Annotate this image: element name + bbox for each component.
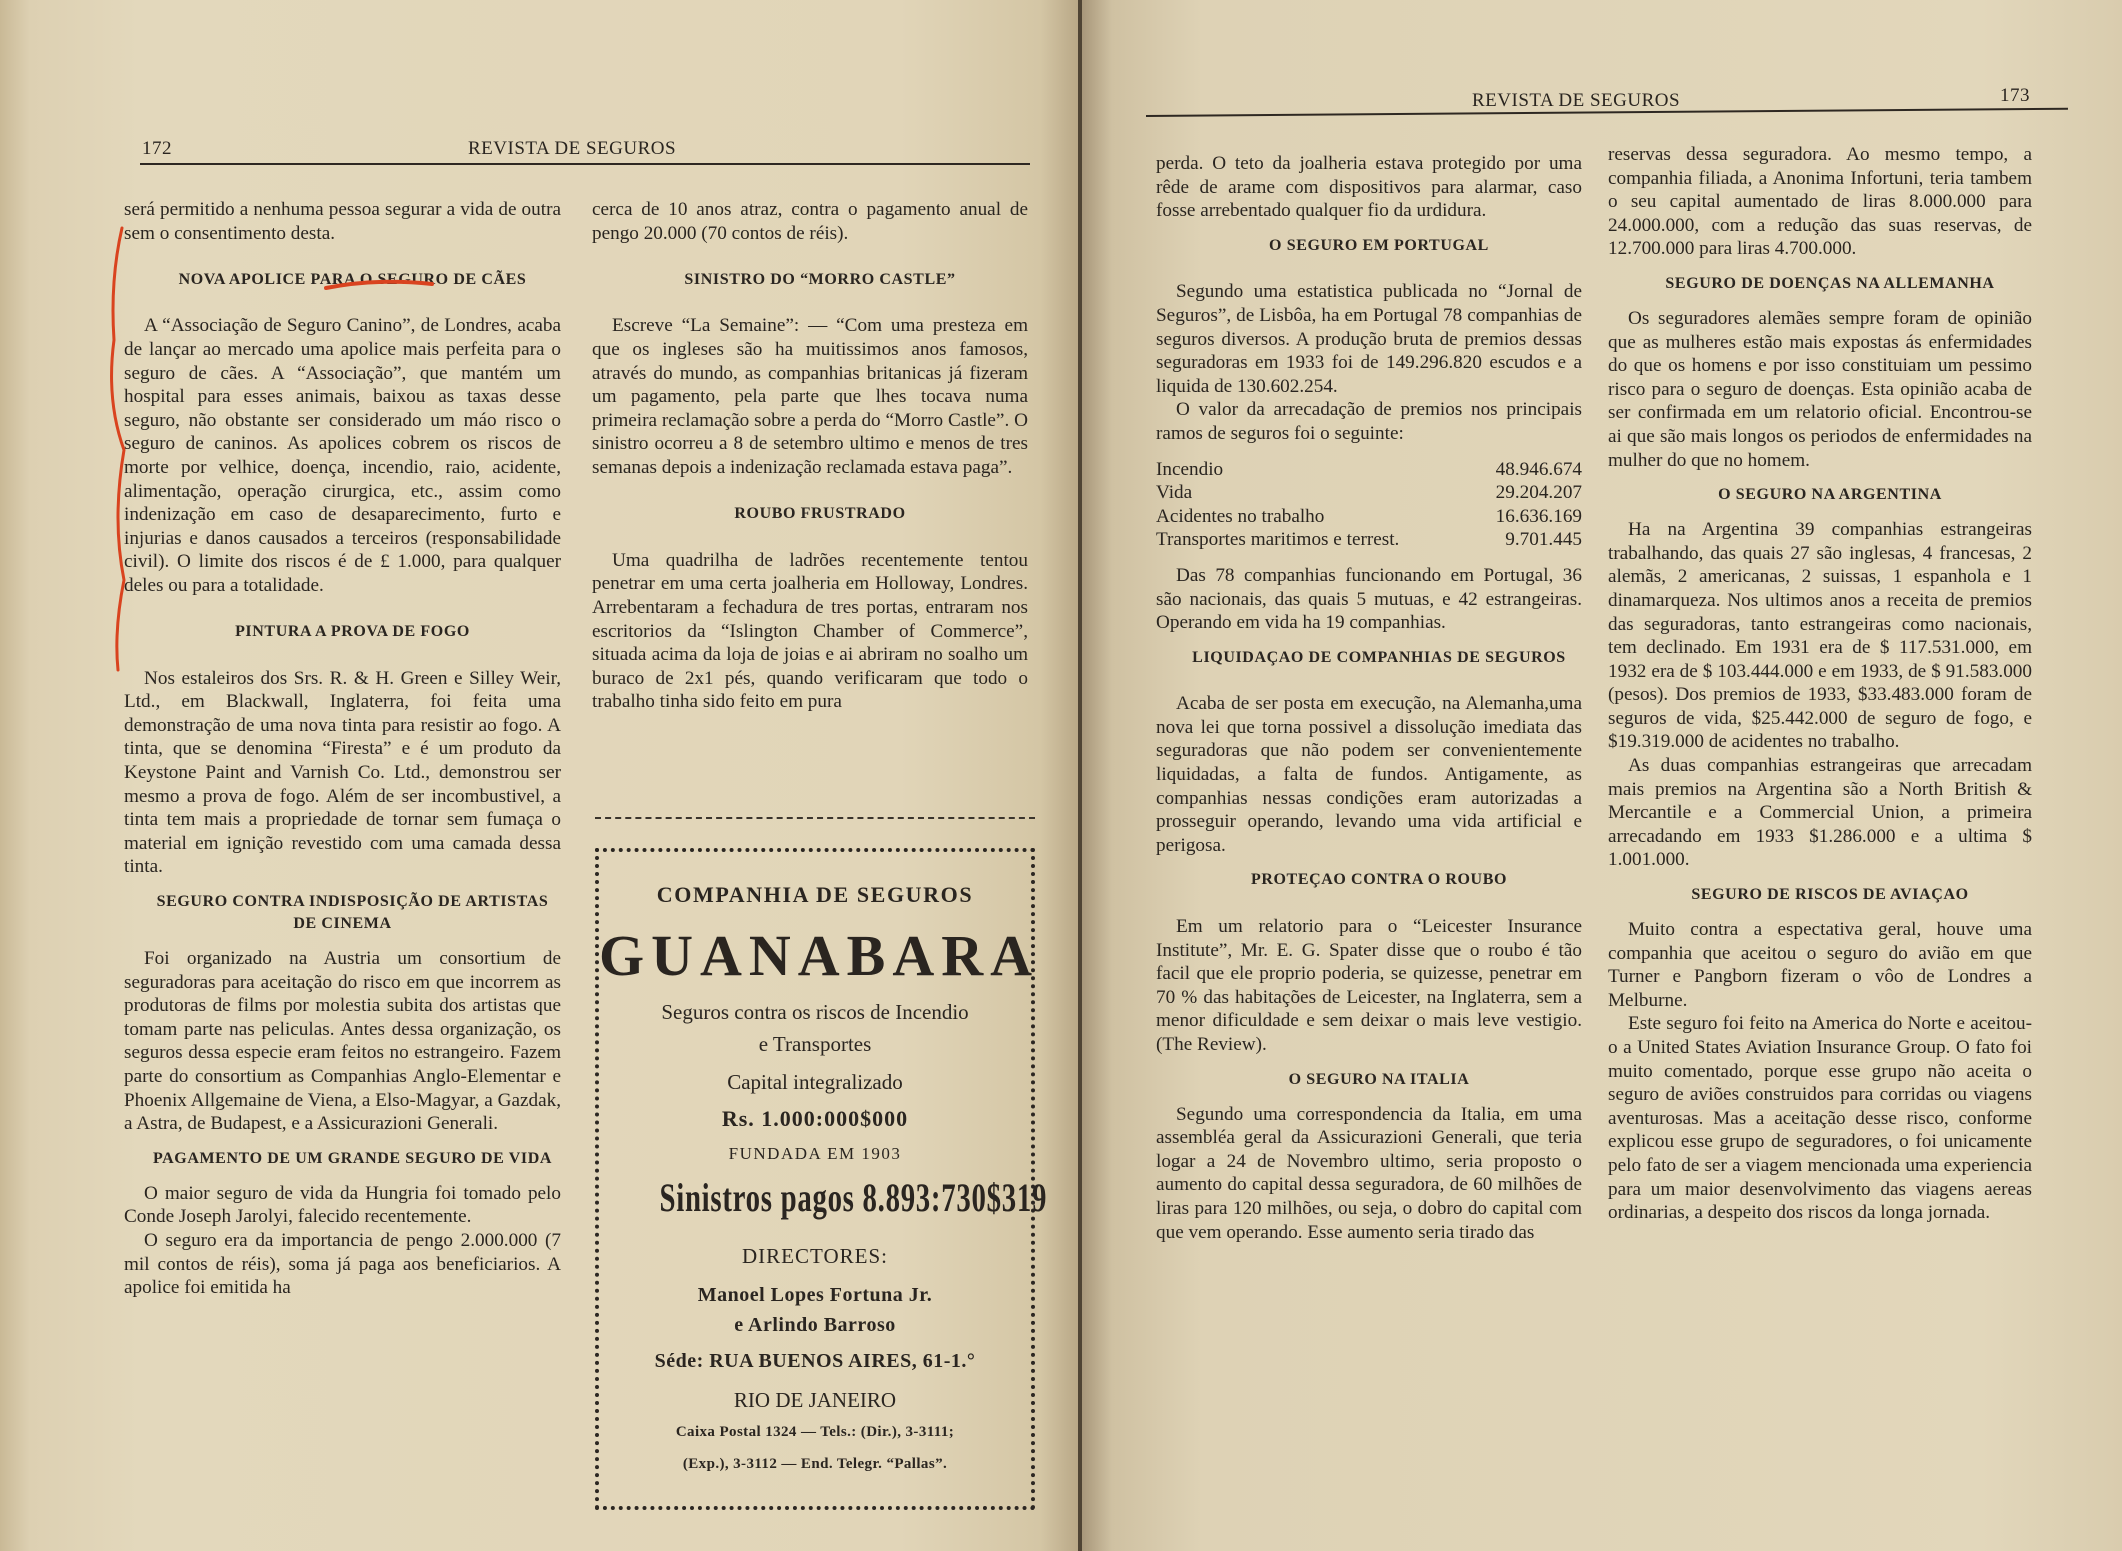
heading-liquidation: LIQUIDAÇAO DE COMPANHIAS DE SEGUROS bbox=[1192, 648, 1566, 666]
table-row bbox=[1156, 481, 1582, 505]
heading-life-insurance-payment: PAGAMENTO DE UM GRANDE SEGURO DE VIDA bbox=[152, 1149, 553, 1167]
heading-portugal: O SEGURO EM PORTUGAL bbox=[1269, 236, 1489, 254]
paragraph: Este seguro foi feito na America do Norte e aceitou-o a United States Aviation Insurance Group. O fato foi muito comentado, porque esse grupo não aceita o seguro de aviões construidos para corridas ou viagens aventurosas. Mas a aceitação desse risco, conforme explicou esse grupo de seguradores, o foi unicamente pelo fato de ser a viagem mencionada uma experiencia para um maior desenvolvimento das viagens aereas ordinarias, a despeito dos riscos da longa jornada. bbox=[1608, 1013, 2032, 1224]
paragraph: Acaba de ser posta em execução, na Alemanha,uma nova lei que torna possivel a dissolução imediata das seguradoras que não podem ser convenientemente liquidadas, a falta de fundos. Antigamente, as companhias nessas condições eram autorizadas a prosseguir operando, levando uma vida artificial e perigosa. bbox=[1156, 693, 1582, 856]
running-head-right: REVISTA DE SEGUROS bbox=[1472, 90, 1681, 111]
article-continuation: será permitido a nenhuma pessoa segurar a vida de outra sem o consentimento desta. bbox=[124, 199, 561, 244]
right-page bbox=[1082, 0, 2122, 1551]
table-row bbox=[1156, 458, 1582, 482]
paragraph: Os seguradores alemães sempre foram de opinião que as mulheres estão mais expostas ás enfermidades do que os homens e por isso constituiam um pessimo risco para o seguro de doenças. Esta opinião acaba de ser confirmada em um relatorio oficial. Encontrou-se ai que são mais longos os periodos de enfermidades na mulher do que no homem. bbox=[1608, 307, 2032, 471]
ad-tagline: e Transportes bbox=[758, 1032, 872, 1056]
ad-founded: FUNDADA EM 1903 bbox=[728, 1144, 902, 1163]
right-column-2 bbox=[1608, 143, 2032, 1225]
table-label: Acidentes no trabalho bbox=[1156, 505, 1325, 527]
page-number-right: 173 bbox=[2000, 85, 2030, 106]
ad-contact: Caixa Postal 1324 — Tels.: (Dir.), 3-3111; bbox=[675, 1424, 955, 1440]
ad-company-line: COMPANHIA DE SEGUROS bbox=[656, 882, 974, 907]
ad-contact: (Exp.), 3-3112 — End. Telegr. “Pallas”. bbox=[682, 1456, 948, 1472]
paragraph: O seguro era da importancia de pengo 2.000.000 (7 mil contos de réis), soma já paga aos beneficiarios. A apolice foi emitida ha bbox=[124, 1229, 561, 1299]
right-column-1 bbox=[1156, 152, 1582, 1244]
running-head-left: REVISTA DE SEGUROS bbox=[468, 138, 677, 159]
table-value: 29.204.207 bbox=[1495, 482, 1582, 504]
paragraph: Segundo uma correspondencia da Italia, em uma assembléa geral da Assicurazioni Generali, que teria logar a 24 de Novembro ultimo, seria proposto o aumento do capital dessa seguradora, de 60 milhões de liras para 120 milhões, ou seja, o dobro do capital com que vem operando. Esse aumento seria tirado das bbox=[1156, 1103, 1582, 1243]
ad-company-name: GUANABARA bbox=[599, 923, 1039, 988]
paragraph: Ha na Argentina 39 companhias estrangeiras trabalhando, das quais 27 são inglesas, 4 francesas, 2 alemãs, 2 americanas, 2 suissas, 1 espanhola e 1 dinamarqueza. Nos ultimos anos a receita de premios das seguradoras, tanto estrangeiras como nacionais, tem declinado. Em 1931 era de $ 117.531.000, em 1932 era de $ 103.444.000 e em 1933, de $ 91.583.000 (pesos). Dos premios de 1933, $33.483.000 foram de seguros de vida, $25.442.000 de seguro de fogo, e $19.319.000 de acidentes no trabalho. bbox=[1608, 519, 2032, 753]
paragraph: O valor da arrecadação de premios nos principais ramos de seguros foi o seguinte: bbox=[1156, 399, 1582, 444]
paragraph: Em um relatorio para o “Leicester Insurance Institute”, Mr. E. G. Spater disse que o roubo é tão facil que ele proprio poderia, se quizesse, penetrar em 70 % das habitações de Leicester, na Inglaterra, sem a menor dificuldade e sem deixar o mais leve vestigio. (The Review). bbox=[1156, 916, 1582, 1055]
table-value: 48.946.674 bbox=[1495, 458, 1582, 480]
paragraph: Nos estaleiros dos Srs. R. & H. Green e Silley Weir, Ltd., em Blackwall, Inglaterra, foi feita uma demonstração de uma nova tinta para resistir ao fogo. A tinta, que se denomina “Firesta” e é um produto da Keystone Paint and Varnish Co. Ltd., demonstrou ser mesmo a prova de fogo. Além de ser incombustivel, a tinta tem mais a propriedade de tornar sem fumaça o material em ignição revestido com uma camada dessa tinta. bbox=[124, 667, 561, 878]
ad-address: Séde: RUA BUENOS AIRES, 61-1.° bbox=[654, 1350, 976, 1372]
table-label: Transportes maritimos e terrest. bbox=[1156, 529, 1400, 551]
article-continuation: perda. O teto da joalheria estava protegido por uma rêde de arame com dispositivos para alarmar, caso fosse arrebentado qualquer fio da urdidura. bbox=[1156, 153, 1582, 222]
separator-line bbox=[595, 817, 1035, 819]
heading-germany-sickness: SEGURO DE DOENÇAS NA ALLEMANHA bbox=[1665, 274, 1995, 292]
article-continuation: cerca de 10 anos atraz, contra o pagamento anual de pengo 20.000 (70 contos de réis). bbox=[592, 199, 1028, 244]
table-label: Vida bbox=[1156, 482, 1193, 504]
paragraph: O maior seguro de vida da Hungria foi tomado pelo Conde Joseph Jarolyi, falecido recentemente. bbox=[124, 1182, 561, 1228]
premiums-table bbox=[1156, 458, 1582, 552]
heading-dog-insurance: NOVA APOLICE PARA O SEGURO DE CÃES bbox=[178, 270, 527, 288]
paragraph: Muito contra a espectativa geral, houve uma companhia que aceitou o seguro do avião em que Turner e Pangborn fizeram o vôo de Londres a Melburne. bbox=[1608, 919, 2032, 1011]
paragraph: Foi organizado na Austria um consortium de seguradoras para aceitação do risco em que incorrem as produtoras de films por molestia subita dos artistas que tomam parte nas peliculas. Antes dessa organização, os seguros dessa especie eram feitos no estrangeiro. Fazem parte do consortium as Companhias Anglo-Elementar e Phoenix Allgemaine de Viena, a Elso-Magyar, a Gazdak, a Astra, de Budapest, e a Assicurazioni Generali. bbox=[124, 948, 561, 1135]
table-row bbox=[1156, 528, 1582, 552]
heading-film-artists-insurance: SEGURO CONTRA INDISPOSIÇÃO DE ARTISTAS DE CINEMA bbox=[156, 893, 549, 933]
heading-aviation: SEGURO DE RISCOS DE AVIAÇAO bbox=[1691, 886, 1969, 904]
heading-morro-castle: SINISTRO DO “MORRO CASTLE” bbox=[684, 270, 956, 288]
paragraph: Uma quadrilha de ladrões recentemente tentou penetrar em uma certa joalheria em Holloway, Londres. Arrebentaram a fechadura de tres portas, entraram nos escritorios da “Islington Chamber of Commerce”, situada acima da loja de joias e ai abriram no soalho um buraco de 2x1 pés, quando verificaram que todo o trabalho tinha sido feito em pura bbox=[592, 549, 1028, 713]
ad-directors-label: DIRECTORES: bbox=[742, 1244, 888, 1268]
ad-director: Manoel Lopes Fortuna Jr. bbox=[697, 1284, 933, 1306]
ad-capital-value: Rs. 1.000:000$000 bbox=[721, 1106, 909, 1131]
table-value: 9.701.445 bbox=[1505, 529, 1582, 551]
left-column-2 bbox=[592, 198, 1028, 714]
heading-frustrated-robbery: ROUBO FRUSTRADO bbox=[734, 505, 906, 523]
table-row bbox=[1156, 505, 1582, 529]
paragraph: As duas companhias estrangeiras que arrecadam mais premios na Argentina são a North British & Mercantile e a Commercial Union, a primeira arrecadando em 1933 $1.286.000 e a ultima $ 1.001.000. bbox=[1608, 755, 2032, 871]
heading-argentina: O SEGURO NA ARGENTINA bbox=[1718, 486, 1942, 504]
heading-italy: O SEGURO NA ITALIA bbox=[1288, 1070, 1470, 1088]
table-label: Incendio bbox=[1156, 458, 1224, 480]
paragraph: Das 78 companhias funcionando em Portugal, 36 são nacionais, das quais 5 mutuas, e 42 estrangeiras. Operando em vida ha 19 companhias. bbox=[1156, 564, 1582, 634]
ad-director: e Arlindo Barroso bbox=[734, 1314, 896, 1336]
ad-tagline: Seguros contra os riscos de Incendio bbox=[661, 1000, 969, 1024]
paragraph: Segundo uma estatistica publicada no “Jornal de Seguros”, de Lisbôa, ha em Portugal 78 companhias de seguros diversos. A produção bruta de premios dessas seguradoras em 1933 foi de 149.296.820 escudos e a liquida de 130.602.254. bbox=[1156, 281, 1582, 397]
ad-city: RIO DE JANEIRO bbox=[733, 1388, 897, 1412]
heading-theft-protection: PROTEÇAO CONTRA O ROUBO bbox=[1250, 871, 1508, 889]
ad-claims-paid: Sinistros pagos 8.893:730$319 bbox=[659, 1175, 1048, 1220]
heading-fireproof-paint: PINTURA A PROVA DE FOGO bbox=[235, 623, 470, 641]
paragraph: A “Associação de Seguro Canino”, de Londres, acaba de lançar ao mercado uma apolice mais perfeita para o seguro de cães. A “Associação”, que mantém um hospital para esses animais, baixou as taxas desse seguro, não obstante ser considerado um máo risco o seguro de caninos. As apolices cobrem os riscos de morte por velhice, doença, incendio, raio, acidente, alimentação, operação cirurgica, etc., assim como indenização em caso de desaparecimento, furto e injurias e danos causados a terceiros (responsabilidade civil). O limite dos riscos é de £ 1.000, para qualquer deles ou para a totalidade. bbox=[124, 315, 561, 596]
header-rule-left bbox=[140, 163, 1030, 165]
page-number-left: 172 bbox=[142, 138, 172, 159]
article-continuation: reservas dessa seguradora. Ao mesmo tempo, a companhia filiada, a Anonima Infortuni, teria tambem o seu capital aumentado de liras 8.000.000 para 24.000.000, com a redução das suas reservas, de 12.700.000 para liras 4.700.000. bbox=[1608, 144, 2032, 260]
pencil-mark-icon bbox=[96, 220, 566, 680]
ad-capital-label: Capital integralizado bbox=[727, 1070, 903, 1094]
table-value: 16.636.169 bbox=[1495, 505, 1582, 527]
paragraph: Escreve “La Semaine”: — “Com uma presteza em que os ingleses são ha muitissimos anos famosos, através do mundo, as companhias britanicas já fizeram um pagamento, pela parte que lhes tocava numa primeira reclamação sobre a perda do “Morro Castle”. O sinistro ocorreu a 8 de setembro ultimo e menos de tres semanas depois a indenização reclamada estava paga”. bbox=[592, 315, 1028, 478]
guanabara-advertisement bbox=[595, 848, 1048, 1510]
